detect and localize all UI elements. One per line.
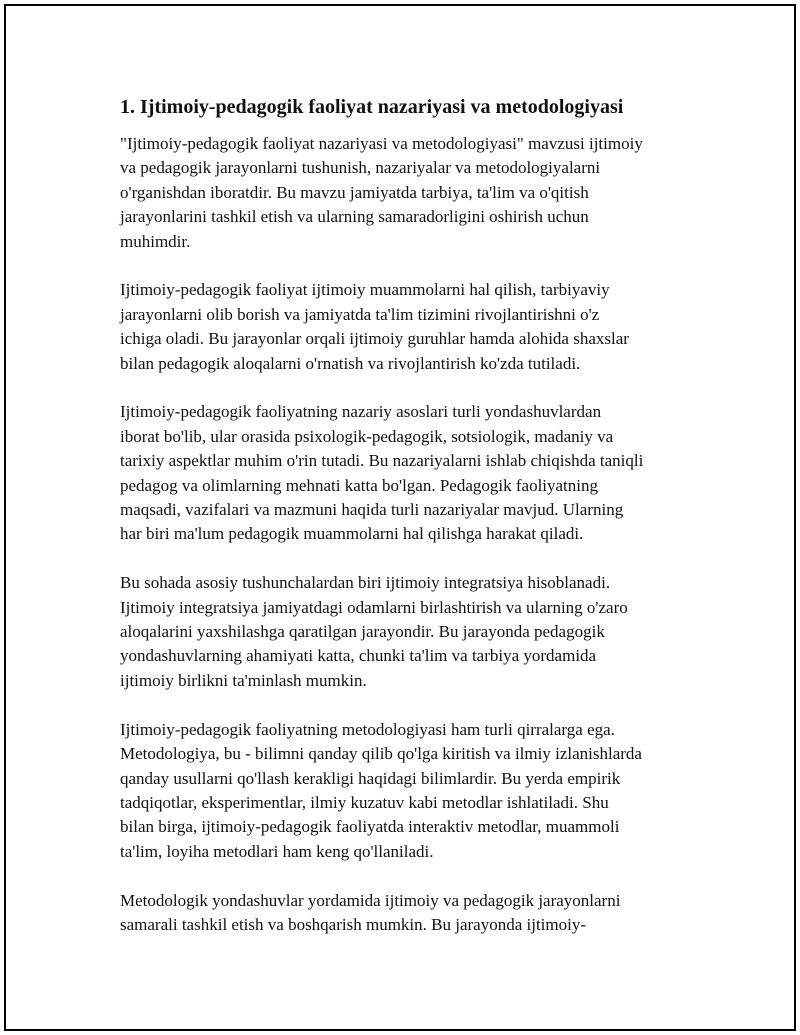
text-line: ichiga oladi. Bu jarayonlar orqali ijtimoiy guruhlar hamda alohida shaxslar [120,329,629,349]
text-line: ta'lim, loyiha metodlari ham keng qo'llaniladi. [120,841,434,861]
paragraph-1 [120,132,700,254]
paragraph-6 [120,889,700,938]
paragraph-4 [120,571,700,693]
text-line: iborat bo'lib, ular orasida psixologik-pedagogik, sotsiologik, madaniy va [120,426,614,446]
text-line: samarali tashkil etish va boshqarish mumkin. Bu jarayonda ijtimoiy- [120,914,587,934]
text-line: maqsadi, vazifalari va mazmuni haqida turli nazariyalar mavjud. Ularning [120,500,624,520]
text-line: Ijtimoiy-pedagogik faoliyatning nazariy asoslari turli yondashuvlardan [120,402,602,422]
text-line: bilan pedagogik aloqalarni o'rnatish va rivojlantirish ko'zda tutiladi. [120,353,581,373]
text-line: Ijtimoiy-pedagogik faoliyat ijtimoiy muammolarni hal qilish, tarbiyaviy [120,280,610,300]
text-line: ijtimoiy birlikni ta'minlash mumkin. [120,670,367,690]
text-line: aloqalarini yaxshilashga qaratilgan jarayondir. Bu jarayonda pedagogik [120,622,605,642]
text-line: Bu sohada asosiy tushunchalardan biri ijtimoiy integratsiya hisoblanadi. [120,573,611,593]
page-title: 1. Ijtimoiy-pedagogik faoliyat nazariyasi va metodologiyasi [120,96,624,118]
text-line: qanday usullarni qo'llash kerakligi haqidagi bilimlardir. Bu yerda empirik [120,768,621,788]
paragraph-3 [120,400,700,546]
text-line: o'rganishdan iboratdir. Bu mavzu jamiyatda tarbiya, ta'lim va o'qitish [120,182,589,202]
text-line: Ijtimoiy-pedagogik faoliyatning metodologiyasi ham turli qirralarga ega. [120,719,615,739]
text-line: Ijtimoiy integratsiya jamiyatdagi odamlarni birlashtirish va ularning o'zaro [120,597,628,617]
document-body [120,94,700,962]
text-line: jarayonlarni olib borish va jamiyatda ta'lim tizimini rivojlantirishni o'z [120,304,600,324]
text-line: Metodologiya, bu - bilimni qanday qilib qo'lga kiritish va ilmiy izlanishlarda [120,744,642,764]
text-line: bilan birga, ijtimoiy-pedagogik faoliyatda interaktiv metodlar, muammoli [120,817,620,837]
text-line: va pedagogik jarayonlarni tushunish, nazariyalar va metodologiyalarni [120,158,601,178]
text-line: har biri ma'lum pedagogik muammolarni hal qilishga harakat qiladi. [120,524,584,544]
paragraph-5 [120,718,700,864]
paragraph-2 [120,278,700,376]
text-line: yondashuvlarning ahamiyati katta, chunki ta'lim va tarbiya yordamida [120,646,597,666]
text-line: Metodologik yondashuvlar yordamida ijtimoiy va pedagogik jarayonlarni [120,890,621,910]
text-line: muhimdir. [120,231,191,251]
text-line: "Ijtimoiy-pedagogik faoliyat nazariyasi va metodologiyasi" mavzusi ijtimoiy [120,134,643,153]
page-frame [4,4,796,1031]
text-line: tadqiqotlar, eksperimentlar, ilmiy kuzatuv kabi metodlar ishlatiladi. Shu [120,792,609,812]
text-line: jarayonlarini tashkil etish va ularning samaradorligini oshirish uchun [120,207,589,227]
text-line: tarixiy aspektlar muhim o'rin tutadi. Bu nazariyalarni ishlab chiqishda taniqli [120,451,644,471]
text-line: pedagog va olimlarning mehnati katta bo'lgan. Pedagogik faoliyatning [120,475,599,495]
